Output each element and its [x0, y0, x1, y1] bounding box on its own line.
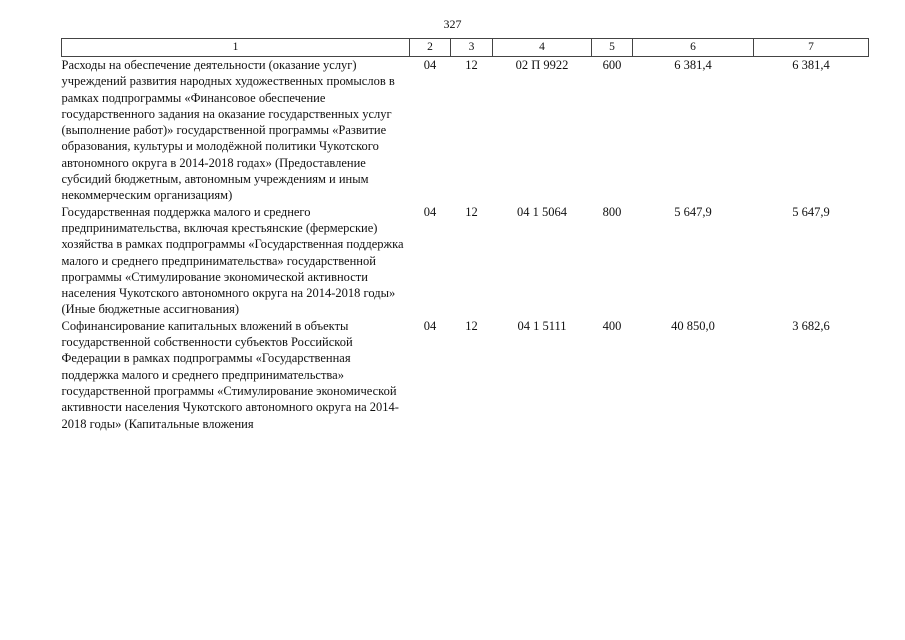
row-description: Государственная поддержка малого и среднего предпринимательства, включая крестьянские (фермерские) хозяйства в рамках подпрограммы «Государственная поддержка малого и среднего предпринимательства» государственной программы «Стимулирование экономической активности населения Чукотского автономного округа на 2014-2018 годы» (Иные бюджетные ассигнования) [61, 204, 404, 317]
column-header-1: 1 [62, 39, 410, 57]
page-number: 327 [443, 17, 462, 31]
column-header-5: 5 [592, 39, 633, 57]
table-row [62, 318, 869, 432]
row-subsection: 12 [465, 204, 478, 219]
column-header-3: 3 [451, 39, 493, 57]
row-subsection: 12 [465, 318, 478, 333]
table-row [62, 204, 869, 318]
column-header-7: 7 [754, 39, 869, 57]
row-amount-col6: 5 647,9 [674, 204, 712, 219]
row-section: 04 [423, 318, 437, 333]
row-amount-col7: 3 682,6 [792, 318, 830, 333]
row-subsection: 12 [465, 58, 478, 72]
row-target-article: 04 1 5064 [517, 204, 567, 219]
row-expense-type: 600 [602, 58, 622, 72]
row-target-article: 02 П 9922 [515, 58, 569, 72]
row-amount-col7: 5 647,9 [792, 204, 830, 219]
row-description: Софинансирование капитальных вложений в объекты государственной собственности субъектов Российской Федерации в рамках подпрограммы «Государственная поддержка малого и среднего предпринимательства» государственной программы «Стимулирование экономической активности населения Чукотского автономного округа на 2014-2018 годы» (Капитальные вложения [61, 318, 399, 431]
row-amount-col7: 6 381,4 [792, 58, 830, 72]
row-section: 04 [423, 204, 437, 219]
column-header-6: 6 [633, 39, 754, 57]
row-target-article: 04 1 5111 [517, 318, 567, 333]
row-expense-type: 800 [602, 204, 622, 219]
row-description: Расходы на обеспечение деятельности (оказание услуг) учреждений развития народных художественных промыслов в рамках подпрограммы «Финансовое обеспечение государственного задания на оказание государственных услуг (выполнение работ)» государственной программы «Развитие образования, культуры и молодёжной политики Чукотского автономного округа в 2014-2018 годах» (Предоставление субсидий бюджетным, автономным учреждениям и иным некоммерческим организациям) [61, 58, 395, 203]
table-row [62, 57, 869, 204]
row-amount-col6: 40 850,0 [671, 318, 715, 333]
row-expense-type: 400 [602, 318, 622, 333]
row-amount-col6: 6 381,4 [674, 58, 712, 72]
budget-table [61, 38, 869, 432]
column-header-2: 2 [410, 39, 451, 57]
column-header-4: 4 [493, 39, 592, 57]
header-row [62, 39, 869, 57]
row-section: 04 [423, 58, 437, 72]
